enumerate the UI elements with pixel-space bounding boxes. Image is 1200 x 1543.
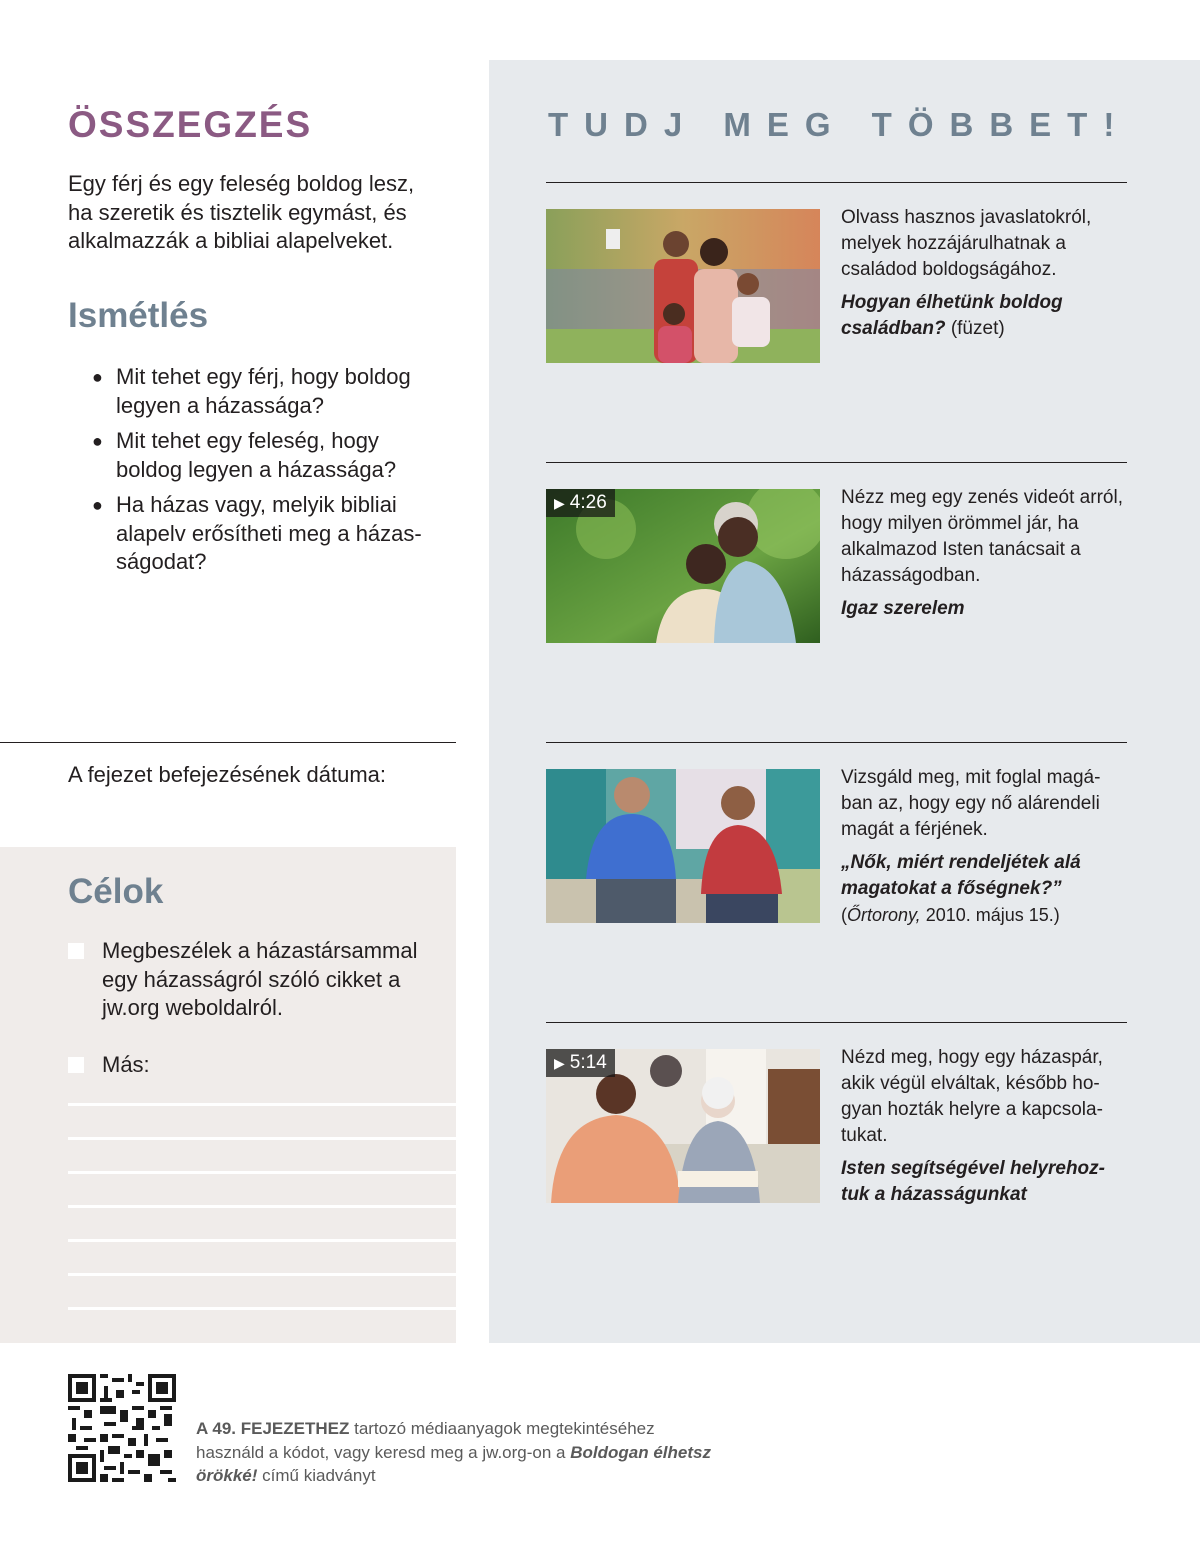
footer-chapter: A 49. FEJEZETHEZ [196, 1419, 350, 1438]
summary-text: Egy férj és egy feleség boldog lesz, ha szeretik és tisztelik egymást, és alkalmazzák a bibliai alapelveket. [68, 171, 415, 253]
review-title: Ismétlés [68, 296, 209, 335]
media-note: (füzet) [950, 318, 1005, 339]
media-link[interactable]: „Nők, miért rendeljétek alá magatokat a főségnek?” [841, 852, 1081, 899]
review-question-text: Ha házas vagy, melyik bibliai alapelv erősítheti meg a házas-ságodat? [116, 492, 422, 574]
media-link[interactable]: Igaz szerelem [841, 598, 965, 619]
divider [546, 462, 1127, 463]
review-question-text: Mit tehet egy férj, hogy boldog legyen a házassága? [116, 364, 411, 418]
divider [546, 1022, 1127, 1023]
qr-code[interactable] [68, 1374, 176, 1482]
media-description: Nézd meg, hogy egy házaspár, akik végül elváltak, később ho-gyan hozták helyre a kapcsola-tukat. [841, 1047, 1103, 1146]
family-selfie-photo[interactable] [546, 209, 820, 363]
bullet-icon: ● [92, 367, 103, 387]
bullet-icon: ● [92, 431, 103, 451]
media-item-text [841, 765, 1126, 929]
write-in-line[interactable] [68, 1239, 456, 1242]
media-description: Vizsgáld meg, mit foglal magá-ban az, hogy egy nő alárendeli magát a férjének. [841, 767, 1101, 840]
checkbox[interactable] [68, 1057, 84, 1073]
play-icon: ▶ [554, 495, 565, 511]
publication-name: Őrtorony, [847, 905, 921, 925]
video-thumbnail[interactable] [546, 489, 820, 643]
goal-text: Más: [102, 1052, 150, 1077]
video-thumbnail[interactable] [546, 1049, 820, 1203]
divider [546, 742, 1127, 743]
media-link[interactable]: Isten segítségével helyrehoz-tuk a házasságunkat [841, 1158, 1105, 1205]
media-note: (Őrtorony, 2010. május 15.) [841, 905, 1060, 925]
goal-item-other[interactable] [68, 1051, 438, 1080]
goal-item[interactable] [68, 937, 438, 1023]
video-duration-badge [546, 1049, 615, 1077]
summary-title: ÖSSZEGZÉS [68, 104, 313, 145]
media-link-title[interactable]: Hogyan élhetünk boldog családban? [841, 292, 1063, 339]
goals-box [0, 847, 456, 1343]
divider [0, 742, 456, 743]
completion-date-label: A fejezet befejezésének dátuma: [68, 762, 386, 787]
write-in-line[interactable] [68, 1307, 456, 1310]
footer-text [196, 1417, 716, 1488]
media-description: Nézz meg egy zenés videót arról, hogy milyen örömmel jár, ha alkalmazod Isten tanácsait a házasságodban. [841, 487, 1123, 586]
bullet-icon: ● [92, 495, 103, 515]
media-item-text [841, 485, 1126, 622]
publication-date: 2010. május 15. [925, 905, 1054, 925]
couple-talking-photo[interactable] [546, 769, 820, 923]
write-in-line[interactable] [68, 1171, 456, 1174]
write-in-line[interactable] [68, 1103, 456, 1106]
review-question-list [92, 363, 442, 584]
review-question [92, 491, 442, 577]
write-in-line[interactable] [68, 1205, 456, 1208]
write-in-line[interactable] [68, 1273, 456, 1276]
goals-title: Célok [68, 872, 164, 911]
footer-publication: Boldogan élhetsz örökké! [196, 1442, 711, 1485]
review-question [92, 427, 442, 484]
video-duration: 5:14 [569, 1052, 607, 1073]
divider [546, 182, 1127, 183]
video-duration: 4:26 [569, 492, 607, 513]
checkbox[interactable] [68, 943, 84, 959]
play-icon: ▶ [554, 1055, 565, 1071]
media-item-text [841, 1045, 1126, 1208]
footer-text-1: tartozó médiaanyagok megtekintéséhez használd a kódot, vagy keresd meg a jw.org-on a [196, 1419, 655, 1462]
media-link[interactable] [841, 290, 1126, 342]
review-question [92, 363, 442, 420]
write-in-line[interactable] [68, 1137, 456, 1140]
review-question-text: Mit tehet egy feleség, hogy boldog legyen a házassága? [116, 428, 397, 482]
media-description: Olvass hasznos javaslatokról, melyek hozzájárulhatnak a családod boldogságához. [841, 207, 1092, 280]
footer-text-2: című kiadványt [262, 1466, 376, 1485]
video-duration-badge [546, 489, 615, 517]
media-item-text [841, 205, 1126, 342]
goal-text: Megbeszélek a házastársammal egy házasságról szóló cikket a jw.org weboldalról. [102, 938, 418, 1020]
learn-more-title: TUDJ MEG TÖBBET! [548, 106, 1131, 143]
